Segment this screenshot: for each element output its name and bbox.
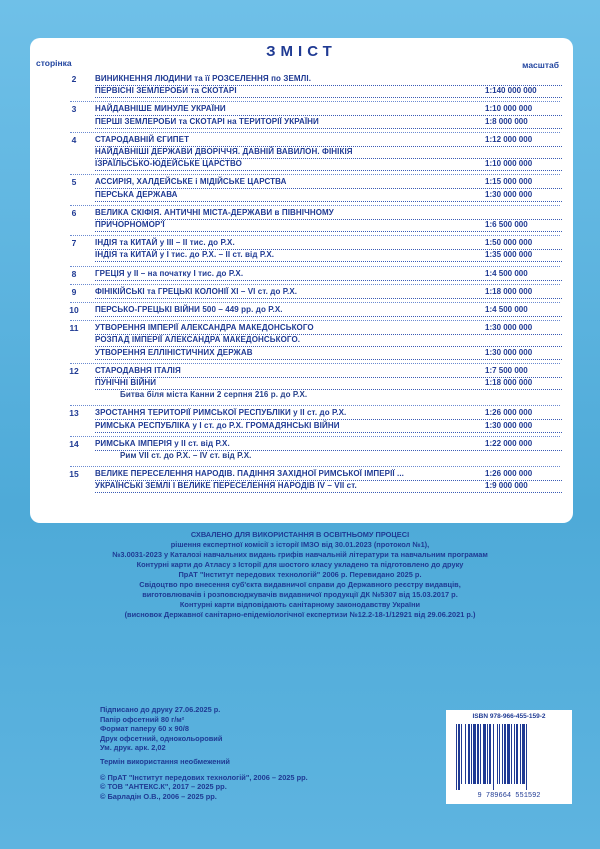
entry-line: [95, 348, 575, 360]
entry-title: ІЗРАЇЛЬСЬКО-ЮДЕЙСЬКЕ ЦАРСТВО: [95, 159, 242, 169]
entry-line: [95, 190, 575, 202]
validity-note: Термін використання необмежений: [100, 756, 230, 766]
entry-page-number: 6: [71, 207, 77, 218]
entry-scale: 1:6 500 000: [485, 219, 528, 229]
barcode-bar: [458, 724, 460, 790]
entry-title: Рим VII ст. до Р.Х. – IV ст. від Р.Х.: [120, 450, 252, 460]
approval-line: Контурні карти відповідають санітарному законодавству України: [179, 600, 421, 609]
entry-line: [95, 208, 575, 220]
imprint-line: Друк офсетний, однокольоровий: [100, 733, 223, 743]
entry-separator: [70, 466, 560, 467]
entry-scale: 1:7 500 000: [485, 365, 528, 375]
entry-scale: 1:50 000 000: [485, 238, 533, 248]
entry-page-number: 10: [69, 305, 79, 315]
entry-scale: 1:10 000 000: [485, 104, 533, 114]
entry-line: [95, 439, 575, 451]
entry-title: ПЕРСЬКА ДЕРЖАВА: [95, 189, 178, 199]
barcode-bar: [477, 724, 479, 784]
page-column-header: сторінка: [36, 58, 72, 68]
entry-title: АССИРІЯ, ХАЛДЕЙСЬКЕ і МІДІЙСЬКЕ ЦАРСТВА: [95, 177, 287, 187]
barcode-bar: [520, 724, 521, 784]
barcode-bar: [483, 724, 486, 784]
entry-line: [95, 74, 575, 86]
approval-line: Свідоцтво про внесення суб'єкта видавничої справи до Державного реєстру видавців,: [139, 580, 461, 589]
approval-notice: [0, 530, 600, 620]
imprint-line: Ум. друк. арк. 2,02: [100, 743, 166, 753]
approval-line: №3.0031-2023 у Каталозі навчальних видань грифів навчальній літератури та навчальним програмам: [112, 550, 488, 559]
barcode-bar: [514, 724, 515, 784]
entry-title: ФІНІКІЙСЬКІ та ГРЕЦЬКІ КОЛОНІЇ XI – VI ст. до Р.Х.: [95, 286, 298, 296]
entry-title: ВИНИКНЕННЯ ЛЮДИНИ та її РОЗСЕЛЕННЯ по ЗЕМЛІ.: [95, 74, 312, 83]
entry-title: СТАРОДАВНІЙ ЄГИПЕТ: [95, 134, 190, 144]
entry-underline: [95, 201, 562, 202]
entry-title: ІНДІЯ та КИТАЙ у III – II тис. до Р.Х.: [95, 238, 235, 248]
entry-line: [95, 408, 575, 420]
barcode-bar: [465, 724, 466, 784]
entry-scale: 1:10 000 000: [485, 159, 533, 169]
barcode-bar: [511, 724, 512, 784]
entry-scale: 1:8 000 000: [485, 116, 528, 126]
entry-title: УКРАЇНСЬКІ ЗЕМЛІ І ВЕЛИКЕ ПЕРЕСЕЛЕННЯ НАРОДІВ IV – VII ст.: [95, 481, 357, 491]
approval-line: (висновок Державної санітарно-епідеміологічної експертизи №12.2-18-1/12921 від 29.06.2021 р.): [124, 610, 476, 619]
entry-title: ПЕРШІ ЗЕМЛЕРОБИ та СКОТАРІ на ТЕРИТОРІЇ УКРАЇНИ: [95, 116, 319, 126]
scale-column-header: масштаб: [522, 60, 559, 70]
entry-title: УТВОРЕННЯ ЕЛЛІНІСТИЧНИХ ДЕРЖАВ: [95, 347, 253, 357]
entry-underline: [95, 280, 562, 281]
entry-line: [95, 366, 575, 378]
entry-page-number: 14: [69, 438, 79, 449]
entry-title: СТАРОДАВНЯ ІТАЛІЯ: [95, 365, 181, 375]
entry-line: [95, 323, 575, 335]
entry-line: [95, 305, 575, 317]
barcode-bar: [526, 724, 527, 790]
entry-scale: 1:140 000 000: [485, 86, 537, 96]
barcode-bar: [516, 724, 518, 784]
entry-title: РОЗПАД ІМПЕРІЇ АЛЕКСАНДРА МАКЕДОНСЬКОГО.: [95, 335, 301, 345]
imprint-details: [100, 705, 308, 753]
entry-separator: [70, 132, 560, 133]
entry-scale: 1:30 000 000: [485, 347, 533, 357]
entry-scale: 1:30 000 000: [485, 420, 533, 430]
contents-title: ЗМІСТ: [266, 43, 337, 60]
entry-underline: [95, 316, 562, 317]
entry-title: Битва біля міста Канни 2 серпня 216 р. до Р.Х.: [120, 390, 308, 400]
imprint-block: [100, 705, 308, 801]
entry-underline: [95, 432, 562, 433]
entry-scale: 1:15 000 000: [485, 177, 533, 187]
entry-separator: [70, 205, 560, 206]
entry-page-number: 7: [71, 238, 77, 249]
barcode-bar: [507, 724, 510, 784]
entry-title: ВЕЛИКЕ ПЕРЕСЕЛЕННЯ НАРОДІВ. ПАДІННЯ ЗАХІДНОЇ РИМСЬКОЇ ІМПЕРІЇ ...: [95, 469, 405, 479]
imprint-line: Папір офсетний 80 г/м²: [100, 714, 185, 724]
barcode-bar: [497, 724, 498, 784]
entry-title: УТВОРЕННЯ ІМПЕРІЇ АЛЕКСАНДРА МАКЕДОНСЬКОГО: [95, 323, 314, 333]
entry-page-number: 2: [71, 74, 77, 84]
entry-line: [95, 159, 575, 171]
barcode-bar: [456, 724, 457, 790]
entry-scale: 1:9 000 000: [485, 481, 528, 491]
entry-separator: [70, 174, 560, 175]
entry-line: [95, 250, 575, 262]
imprint-line: Формат паперу 60 х 90/8: [100, 724, 189, 734]
barcode-digits: 9 789664 551592: [477, 792, 541, 800]
entry-scale: 1:4 500 000: [485, 268, 528, 278]
entry-title: ВЕЛИКА СКІФІЯ. АНТИЧНІ МІСТА-ДЕРЖАВИ в ПІВНІЧНОМУ: [95, 207, 334, 217]
approval-line: СХВАЛЕНО ДЛЯ ВИКОРИСТАННЯ В ОСВІТНЬОМУ ПРОЦЕСІ: [190, 530, 410, 539]
entry-title: ПЕРВІСНІ ЗЕМЛЕРОБИ та СКОТАРІ: [95, 86, 237, 96]
entry-title: ПРИЧОРНОМОР'Ї: [95, 219, 165, 229]
entry-title: НАЙДАВНІШЕ МИНУЛЕ УКРАЇНИ: [95, 104, 226, 114]
barcode-bar: [480, 724, 481, 784]
entry-page-number: 5: [71, 177, 77, 188]
barcode-bar: [493, 724, 494, 790]
entry-line: [95, 335, 575, 347]
entry-title: ІНДІЯ та КИТАЙ у I тис. до Р.Х. – II ст. від Р.Х.: [95, 250, 275, 260]
entry-separator: [70, 284, 560, 285]
barcode-bar: [471, 724, 472, 784]
entry-line: [95, 220, 575, 232]
barcode: [454, 724, 564, 790]
entry-line: [95, 378, 575, 390]
copyright-list: [100, 773, 308, 802]
contents-panel: [30, 38, 573, 523]
barcode-bar: [468, 724, 470, 784]
entry-title: ГРЕЦІЯ у II – на початку I тис. до Р.Х.: [95, 268, 244, 278]
entry-underline: [95, 492, 562, 493]
entry-line: [95, 390, 575, 402]
barcode-bar: [499, 724, 500, 784]
entry-scale: 1:18 000 000: [485, 286, 533, 296]
entry-line: [95, 117, 575, 129]
entry-underline: [95, 128, 562, 129]
entry-scale: 1:4 500 000: [485, 305, 528, 314]
entry-title: ЗРОСТАННЯ ТЕРИТОРІЇ РИМСЬКОЇ РЕСПУБЛІКИ у II ст. до Р.Х.: [95, 408, 347, 418]
entry-underline: [95, 261, 562, 262]
copyright-line: © ТОВ "АНТЕКС.К", 2017 – 2025 рр.: [100, 782, 227, 792]
approval-line: виготовлювачів і розповсюджувачів видавничої продукції ДК №5307 від 15.03.2017 р.: [142, 590, 458, 599]
barcode-bar: [461, 724, 462, 784]
entry-scale: 1:12 000 000: [485, 134, 533, 144]
entry-page-number: 11: [69, 323, 79, 334]
entry-separator: [70, 266, 560, 267]
entry-scale: 1:26 000 000: [485, 469, 533, 479]
entry-separator: [70, 101, 560, 102]
isbn-box: [446, 710, 572, 804]
barcode-bar: [489, 724, 491, 784]
barcode-bar: [504, 724, 506, 784]
copyright-line: © ПрАТ "Інститут передових технологій", 2006 – 2025 рр.: [100, 772, 308, 782]
barcode-bar: [522, 724, 525, 784]
entry-page-number: 3: [71, 104, 77, 115]
entry-page-number: 13: [69, 408, 79, 419]
entry-line: [95, 451, 575, 463]
entry-line: [95, 86, 575, 98]
entry-separator: [70, 235, 560, 236]
isbn-label: ISBN 978-966-455-159-2: [472, 713, 546, 720]
entry-underline: [95, 359, 562, 360]
entry-line: [95, 469, 575, 481]
entry-separator: [70, 320, 560, 321]
entry-scale: 1:22 000 000: [485, 438, 533, 448]
entry-line: [95, 421, 575, 433]
entry-line: [95, 177, 575, 189]
entry-line: [95, 104, 575, 116]
entry-line: [95, 287, 575, 299]
barcode-bar: [473, 724, 476, 784]
entry-title: ПУНІЧНІ ВІЙНИ: [95, 377, 157, 387]
approval-line: ПрАТ "Інститут передових технологій" 2006 р. Перевидано 2025 р.: [178, 570, 422, 579]
entry-underline: [95, 298, 562, 299]
entry-page-number: 15: [69, 469, 79, 480]
approval-line: Контурні карти до Атласу з Історії для шостого класу укладено та підготовлено до друку: [136, 560, 464, 569]
entry-underline: [95, 170, 562, 171]
imprint-line: Підписано до друку 27.06.2025 р.: [100, 705, 221, 714]
entry-title: РИМСЬКА РЕСПУБЛІКА у I ст. до Р.Х. ГРОМАДЯНСЬКІ ВІЙНИ: [95, 420, 340, 430]
copyright-line: © Барладін О.В., 2006 – 2025 рр.: [100, 791, 217, 801]
entry-scale: 1:18 000 000: [485, 377, 533, 387]
entry-scale: 1:35 000 000: [485, 250, 533, 260]
entry-title: РИМСЬКА ІМПЕРІЯ у II ст. від Р.Х.: [95, 438, 230, 448]
entry-scale: 1:30 000 000: [485, 323, 533, 333]
approval-line: рішення експертної комісії з історії ІМЗО від 30.01.2023 (протокол №1),: [170, 540, 430, 549]
entry-page-number: 12: [69, 365, 79, 376]
barcode-bar: [487, 724, 488, 784]
entry-line: [95, 481, 575, 493]
entry-line: [95, 269, 575, 281]
entry-page-number: 8: [71, 268, 77, 279]
entry-separator: [70, 302, 560, 303]
entry-separator: [70, 363, 560, 364]
entry-scale: 1:30 000 000: [485, 189, 533, 199]
barcode-bar: [502, 724, 503, 784]
entry-separator: [70, 405, 560, 406]
entry-scale: 1:26 000 000: [485, 408, 533, 418]
entry-separator: [70, 436, 560, 437]
entry-line: [95, 238, 575, 250]
entry-title: НАЙДАВНІШІ ДЕРЖАВИ ДВОРІЧЧЯ. ДАВНІЙ ВАВИЛОН. ФІНІКІЯ: [95, 146, 353, 156]
entry-title: ПЕРСЬКО-ГРЕЦЬКІ ВІЙНИ 500 – 449 рр. до Р.Х.: [95, 305, 283, 314]
entry-page-number: 4: [71, 134, 77, 145]
entry-line: [95, 147, 575, 159]
entry-underline: [95, 231, 562, 232]
entry-line: [95, 135, 575, 147]
entry-page-number: 9: [71, 286, 77, 297]
entry-underline: [95, 97, 562, 98]
